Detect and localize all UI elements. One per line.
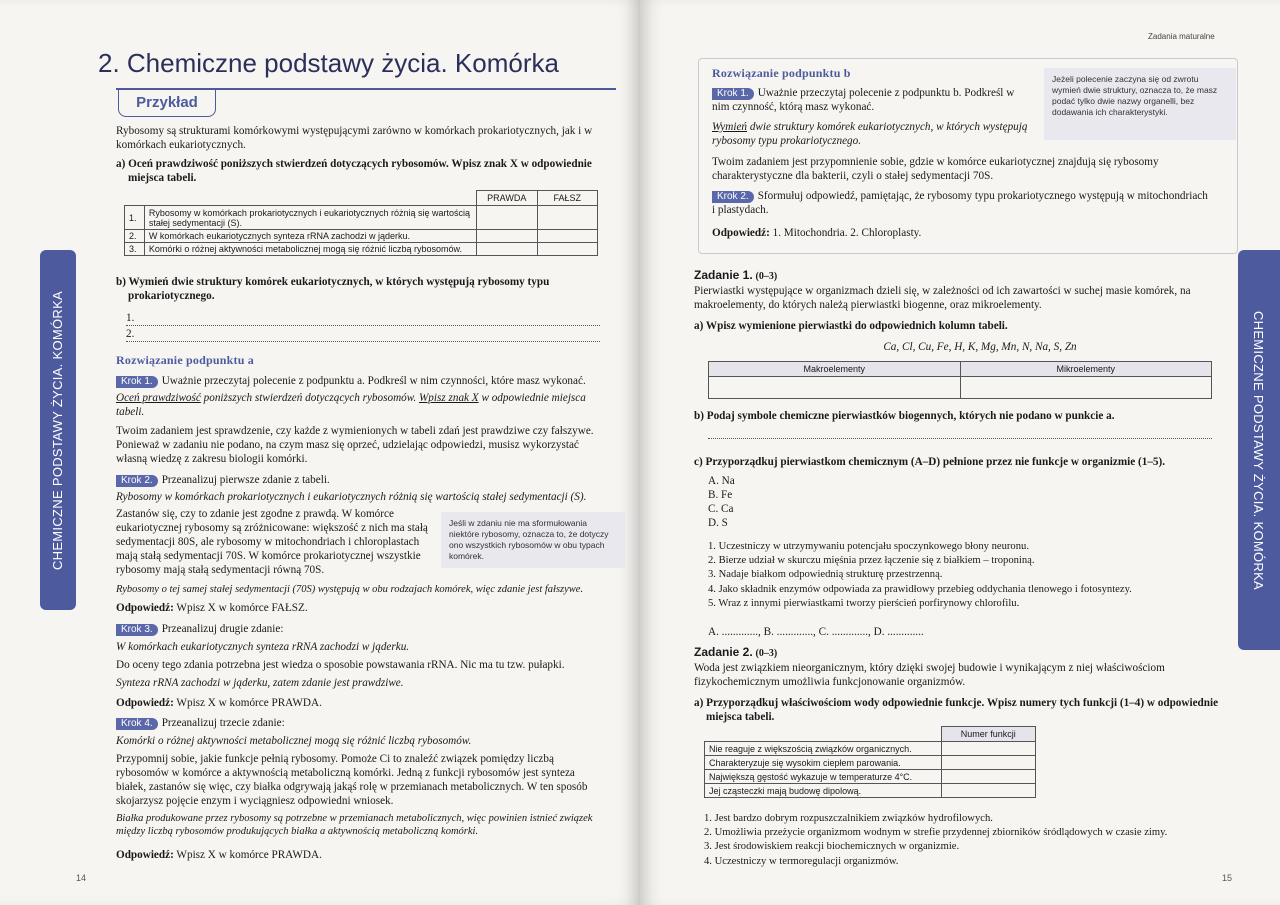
krok3-label: Krok 3.	[116, 624, 158, 636]
chapter-side-tab-right	[1238, 250, 1280, 650]
row-text: Komórki o różnej aktywności metabolicznej mogą się różnić liczbą rybosomów.	[144, 243, 476, 256]
answer-text: Wpisz X w komórce PRAWDA.	[176, 697, 322, 709]
krok4-paragraph: Przypomnij sobie, jakie funkcje pełnią rybosomy. Pomoże Ci to znaleźć związek pomiędzy liczbą rybosomów w komórce a aktywnością metaboliczną komórki. Jedną z funkcji rybosomów jest synteza białek, zastanów się więc, czy białka odgrywają jakąś rolę w przemianach metabolicznych. W ten sposób skojarzysz pojęcie enzym i wyciągniesz odpowiedni wniosek.	[116, 753, 588, 807]
krok1-quote	[116, 391, 602, 419]
function-list	[708, 540, 1228, 611]
krok2	[116, 473, 602, 487]
krok1-label: Krok 1.	[116, 376, 158, 388]
task-points: (0–3)	[755, 271, 778, 282]
answer-b	[712, 226, 921, 240]
row-num: 2.	[125, 230, 145, 243]
function-item: 2. Bierze udział w skurczu mięśnia przez łączenie się z białkiem – troponiną.	[708, 555, 1035, 567]
krok2-note: Jeśli w zdaniu nie ma sformułowania niektóre rybosomy, oznacza to, że dotyczy ono wszystkich rybosomów w obu typach komórek.	[441, 512, 625, 568]
answer-label: Odpowiedź:	[116, 849, 174, 861]
function-item: 2. Umożliwia przeżycie organizmom wodnym w strefie przydennej zbiorników śródlądowych w czasie zimy.	[704, 827, 1168, 839]
krok4-quote: Komórki o różnej aktywności metabolicznej mogą się różnić liczbą rybosomów.	[116, 735, 472, 747]
header-falsz: FAŁSZ	[537, 191, 597, 206]
krok2-label: Krok 2.	[116, 475, 158, 487]
water-table	[704, 726, 1036, 798]
option: C. Ca	[708, 503, 734, 515]
krok4-text: Przeanalizuj trzecie zdanie:	[161, 717, 285, 729]
task2-title	[694, 645, 777, 661]
answer-text: Wpisz X w komórce FAŁSZ.	[176, 602, 308, 614]
krok4	[116, 716, 602, 730]
krok4-label: Krok 4.	[116, 718, 158, 730]
quote-end: w odpowiednie miejsca tabeli.	[116, 392, 586, 418]
water-function-list	[704, 812, 1234, 869]
solution-heading-b: Rozwiązanie podpunktu b	[712, 66, 851, 80]
option-list	[708, 474, 735, 530]
answer-cell[interactable]	[476, 230, 537, 243]
task1-c-answer[interactable]: A. ............., B. ............., C. ............., D. .............	[708, 626, 924, 638]
function-item: 1. Jest bardzo dobrym rozpuszczalnikiem związków hydrofilowych.	[704, 813, 993, 824]
krok3	[116, 622, 602, 636]
header-prawda: PRAWDA	[476, 191, 537, 206]
task-b: b) Wymień dwie struktury komórek eukariotycznych, w których występują rybosomy typu prokariotycznego.	[116, 276, 550, 302]
task1-intro: Pierwiastki występujące w organizmach dzieli się, w zależności od ich zawartości w suchej masie komórek, na makroelementy, do których należą pierwiastki biogenne, oraz mikroelementy.	[694, 285, 1191, 311]
answer-label: Odpowiedź:	[712, 227, 770, 239]
side-tab-label: CHEMICZNE PODSTAWY ŻYCIA. KOMÓRKA	[50, 290, 66, 570]
answer-3	[116, 848, 322, 862]
side-tab-label: CHEMICZNE PODSTAWY ŻYCIA. KOMÓRKA	[1251, 310, 1267, 590]
header-mikro: Mikroelementy	[960, 362, 1212, 377]
underline-ocen: Oceń prawdziwość	[116, 392, 201, 404]
answer-cell[interactable]	[960, 377, 1212, 399]
underline-wymien: Wymień	[712, 121, 748, 133]
answer-text: 1. Mitochondria. 2. Chloroplasty.	[772, 227, 922, 239]
krok2-conclusion: Rybosomy o tej samej stałej sedymentacji (70S) występują w obu rodzajach komórek, więc zdanie jest fałszywe.	[116, 584, 584, 595]
example-label: Przykład	[118, 90, 216, 117]
row-num: 1.	[125, 206, 145, 230]
krok1-b	[712, 86, 1030, 114]
answer-cell[interactable]	[941, 742, 1036, 756]
function-item: 5. Wraz z innymi pierwiastkami tworzy pierścień porfirynowy chlorofilu.	[708, 597, 1020, 609]
property-cell: Charakteryzuje się wysokim ciepłem parowania.	[705, 756, 942, 770]
krok1-label: Krok 1.	[712, 88, 754, 100]
option: D. S	[708, 517, 728, 529]
property-cell: Największą gęstość wykazuje w temperaturze 4°C.	[705, 770, 942, 784]
answer-cell[interactable]	[941, 784, 1036, 798]
property-cell: Nie reaguje z większością związków organicznych.	[705, 742, 942, 756]
task1-b: b) Podaj symbole chemiczne pierwiastków biogennych, których nie podano w punkcie a.	[694, 410, 1115, 422]
krok3-conclusion: Synteza rRNA zachodzi w jąderku, zatem zdanie jest prawdziwe.	[116, 677, 404, 689]
task2-intro: Woda jest związkiem nieorganicznym, który dzięki swojej budowie i wynikającym z niej właściwościom fizykochemicznym umożliwia funkcjonowanie organizmów.	[694, 662, 1165, 688]
task2-a: a) Przyporządkuj właściwościom wody odpowiednie funkcje. Wpisz numery tych funkcji (1–4) w odpowiednie miejsca tabeli.	[694, 697, 1219, 723]
answer-cell[interactable]	[537, 206, 597, 230]
row-text: Rybosomy w komórkach prokariotycznych i eukariotycznych różnią się wartością stałej sedymentacji (S).	[144, 206, 476, 230]
function-item: 4. Jako składnik enzymów odpowiada za prawidłowy przebieg oddychania tlenowego i fotosyntezy.	[708, 583, 1132, 595]
krok1-b-quote	[712, 120, 1032, 148]
function-item: 1. Uczestniczy w utrzymywaniu potencjału spoczynkowego błony neuronu.	[708, 541, 1029, 552]
property-cell: Jej cząsteczki mają budowę dipolową.	[705, 784, 942, 798]
answer-cell[interactable]	[537, 230, 597, 243]
note-b: Jeżeli polecenie zaczyna się od zwrotu wymień dwie struktury, oznacza to, że masz podać tylko dwie nazwy organelli, bez dodawania ich charakterystyki.	[1044, 68, 1236, 140]
krok3-quote: W komórkach eukariotycznych synteza rRNA zachodzi w jąderku.	[116, 641, 410, 653]
krok1-paragraph: Twoim zadaniem jest sprawdzenie, czy każde z wymienionych w tabeli zdań jest prawdziwe czy fałszywe. Ponieważ w zadaniu nie podano, na czym masz się oprzeć, udzielając odpowiedzi, musisz wykorzystać własną wiedzę z zakresu biologii komórki.	[116, 425, 594, 465]
chapter-side-tab-left	[40, 250, 76, 610]
option: A. Na	[708, 475, 735, 487]
answer-line-1[interactable]: 1.	[126, 311, 600, 326]
answer-1	[116, 601, 308, 615]
truth-table	[124, 190, 598, 256]
elements-table	[708, 361, 1212, 399]
krok2-quote: Rybosomy w komórkach prokariotycznych i eukariotycznych różnią się wartością stałej sedymentacji (S).	[116, 491, 587, 503]
krok3-paragraph: Do oceny tego zdania potrzebna jest wiedza o sposobie powstawania rRNA. Nic ma tu tzw. pułapki.	[116, 659, 565, 671]
answer-line[interactable]	[708, 426, 1212, 439]
task1-c: c) Przyporządkuj pierwiastkom chemicznym (A–D) pełnione przez nie funkcje w organizmie (1–5).	[694, 456, 1166, 468]
solution-heading-a: Rozwiązanie podpunktu a	[116, 353, 254, 367]
row-text: W komórkach eukariotycznych synteza rRNA zachodzi w jąderku.	[144, 230, 476, 243]
krok1-b-paragraph: Twoim zadaniem jest przypomnienie sobie, gdzie w komórce eukariotycznej znajdują się rybosomy charakterystyczne dla bakterii, czyli o stałej sedymentacji 70S.	[712, 156, 1159, 182]
task1-a: a) Wpisz wymienione pierwiastki do odpowiednich kolumn tabeli.	[694, 320, 1008, 332]
krok4-conclusion: Białka produkowane przez rybosomy są potrzebne w przemianach metabolicznych, więc powinien istnieć związek między liczbą rybosomów produkujących białka a aktywnością metaboliczną komórki.	[116, 813, 593, 837]
quote-mid: poniższych stwierdzeń dotyczących rybosomów.	[200, 392, 419, 404]
task-a: a) Oceń prawdziwość poniższych stwierdzeń dotyczących rybosomów. Wpisz znak X w odpowiednie miejsca tabeli.	[116, 158, 592, 184]
krok1	[116, 374, 602, 388]
answer-cell[interactable]	[709, 377, 961, 399]
quote-rest: dwie struktury komórek eukariotycznych, w których występują rybosomy typu prokariotycznego.	[712, 121, 1028, 147]
answer-line-2[interactable]: 2.	[126, 327, 600, 342]
task-points: (0–3)	[755, 648, 778, 659]
answer-cell[interactable]	[476, 206, 537, 230]
right-page	[640, 0, 1280, 905]
answer-2	[116, 696, 322, 710]
element-list: Ca, Cl, Cu, Fe, H, K, Mg, Mn, N, Na, S, Zn	[883, 341, 1077, 353]
header-makro: Makroelementy	[709, 362, 961, 377]
answer-cell[interactable]	[476, 243, 537, 256]
underline-wpisz: Wpisz znak X	[418, 392, 479, 404]
krok3-text: Przeanalizuj drugie zdanie:	[161, 623, 284, 635]
running-header: Zadania maturalne	[1148, 32, 1215, 41]
row-num: 3.	[125, 243, 145, 256]
chapter-title: 2. Chemiczne podstawy życia. Komórka	[98, 48, 559, 78]
page-number-left: 14	[76, 873, 87, 883]
krok2-label: Krok 2.	[712, 191, 754, 203]
krok2-paragraph: Zastanów się, czy to zdanie jest zgodne z prawdą. W komórce eukariotycznej rybosomy są zróżnicowane: większość z nich ma stałą sedymentacji 80S, ale rybosomy w mitochondriach i chloroplastach mają stałą sedymentacji 70S. W komórce prokariotycznej wszystkie rybosomy mają stałą sedymentacji równą 70S.	[116, 508, 428, 576]
function-item: 3. Nadaje białkom odpowiednią strukturę przestrzenną.	[708, 569, 943, 581]
option: B. Fe	[708, 489, 733, 501]
task1-title	[694, 268, 777, 284]
answer-label: Odpowiedź:	[116, 697, 174, 709]
header-numer: Numer funkcji	[941, 727, 1036, 742]
function-item: 3. Jest środowiskiem reakcji biochemicznych w organizmie.	[704, 841, 960, 853]
task-number: Zadanie 2.	[694, 645, 753, 659]
krok2-text: Sformułuj odpowiedź, pamiętając, że rybosomy typu prokariotycznego występują w mitochondriach i plastydach.	[712, 190, 1208, 216]
answer-cell[interactable]	[537, 243, 597, 256]
krok2-text: Przeanalizuj pierwsze zdanie z tabeli.	[161, 474, 330, 486]
answer-cell[interactable]	[941, 770, 1036, 784]
task-number: Zadanie 1.	[694, 268, 753, 282]
answer-cell[interactable]	[941, 756, 1036, 770]
intro-text: Rybosomy są strukturami komórkowymi występującymi zarówno w komórkach prokariotycznych, jak i w komórkach eukariotycznych.	[116, 125, 593, 151]
krok2-b	[712, 189, 1212, 217]
answer-text: Wpisz X w komórce PRAWDA.	[176, 849, 322, 861]
page-number-right: 15	[1222, 873, 1233, 883]
function-item: 4. Uczestniczy w termoregulacji organizmów.	[704, 855, 899, 867]
krok1-text: Uważnie przeczytaj polecenie z podpunktu a. Podkreśl w nim czynności, które masz wykonać.	[161, 375, 586, 387]
krok1-text: Uważnie przeczytaj polecenie z podpunktu b. Podkreśl w nim czynność, którą masz wykonać.	[712, 87, 1015, 113]
answer-label: Odpowiedź:	[116, 602, 174, 614]
